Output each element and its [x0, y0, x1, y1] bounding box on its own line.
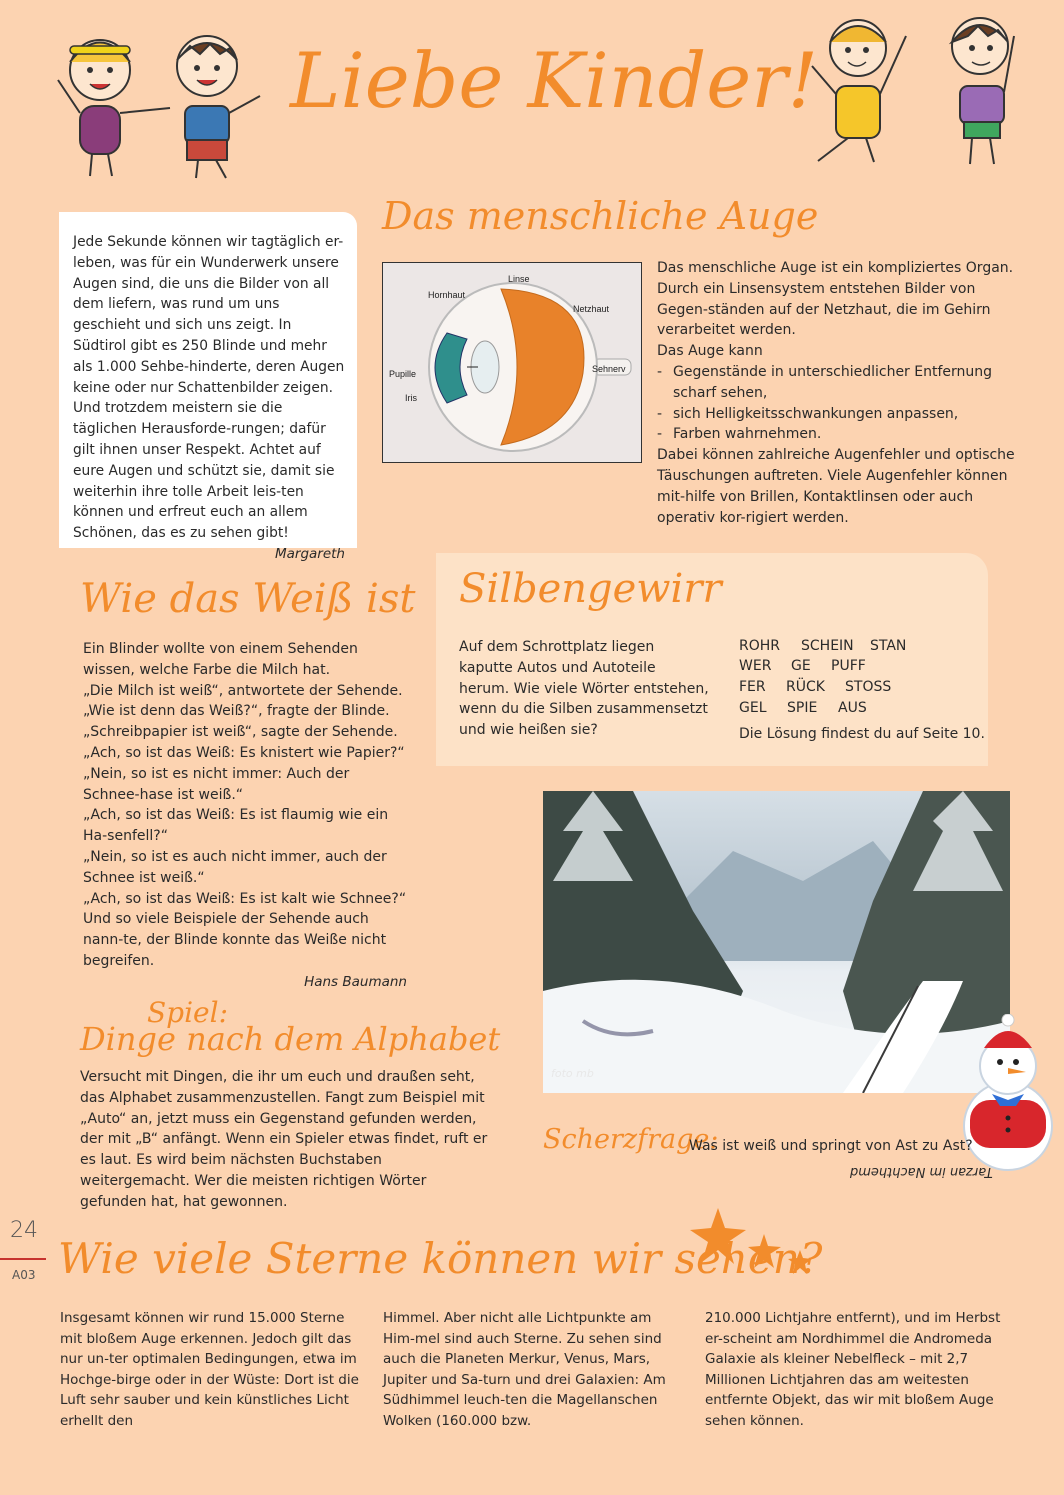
- photo-credit: foto mb: [551, 1067, 594, 1080]
- eye-paragraph-2: Das Auge kann: [657, 343, 763, 360]
- syllable-row: [739, 638, 906, 654]
- syllable-row: [739, 658, 866, 674]
- eye-bullet: - Farben wahrnehmen.: [657, 426, 822, 443]
- syllable: PUFF: [831, 658, 866, 674]
- white-section-title: Wie das Weiß ist: [80, 576, 416, 622]
- boy-purple-figure: [952, 18, 1014, 164]
- eye-bullet-list: [657, 362, 1027, 445]
- game-text: Versucht mit Dingen, die ihr um euch und draußen seht, das Alphabet zusammenzustellen. Fangt zum Beispiel mit „Auto“ an, jetzt muss ein Gegenstand gefunden werden, der mit „B“ anfängt. Wenn ein Spieler etwas findet, ruft er es laut. Es wird beim nächsten Buchstaben weitergemacht. Wer die meisten richtigen Wörter gefunden hat, hat gewonnen.: [80, 1069, 488, 1210]
- eye-section-title: Das menschliche Auge: [382, 194, 819, 238]
- intro-signature: Margareth: [274, 545, 345, 562]
- winter-photo-drawing: [543, 791, 1010, 1093]
- syllables-solution: Die Lösung findest du auf Seite 10.: [739, 726, 985, 742]
- eye-paragraph-1: Das menschliche Auge ist ein kompliziertes Organ. Durch ein Linsensystem entstehen Bilder von Gegen-ständen auf der Netzhaut, die im Gehirn verarbeitet werden.: [657, 260, 1014, 339]
- white-section-text: [83, 639, 407, 993]
- winter-landscape-photo: [543, 791, 1010, 1093]
- kids-illustration-right: [808, 6, 1040, 178]
- story-line: „Schreibpapier ist weiß“, sagte der Sehende.: [83, 724, 398, 741]
- label-hornhaut: Hornhaut: [428, 290, 466, 300]
- syllables-question: Auf dem Schrottplatz liegen kaputte Autos und Autoteile herum. Wie viele Wörter entstehen, wenn du die Silben zusammensetzt und wie heißen sie?: [459, 639, 709, 739]
- stars-section-title: Wie viele Sterne können wir sehen?: [58, 1234, 823, 1283]
- story-line: „Nein, so ist es nicht immer: Auch der Schnee-hase ist weiß.“: [83, 765, 350, 803]
- story-line: „Die Milch ist weiß“, antwortete der Sehende.: [83, 682, 403, 699]
- story-line: Und so viele Beispiele der Sehende auch nann-te, der Blinde konnte das Weiße nicht begreifen.: [83, 911, 387, 969]
- label-netzhaut: Netzhaut: [573, 304, 610, 314]
- label-linse: Linse: [508, 274, 530, 284]
- joke-answer: Tarzan im Nachthemd: [850, 1163, 993, 1179]
- syllable: GEL: [739, 700, 767, 716]
- page-code: A03: [12, 1268, 36, 1282]
- page-number-rule: [0, 1258, 46, 1260]
- intro-paragraph: Jede Sekunde können wir tagtäglich er-leben, was für ein Wunderwerk unsere Augen sind, die uns die Bilder von all dem liefern, was rund um uns geschieht und sich uns zeigt. In Südtirol gibt es 250 Blinde und mehr als 1.000 Sehbe-hinderte, deren Augen keine oder nur Schattenbilder zeigen. Und trotzdem meistern sie die täglichen Herausforde-rungen; dafür gilt ihnen unser Respekt. Achtet auf eure Augen und schützt sie, damit sie weiterhin ihre tolle Arbeit leis-ten können und erfreut euch an allem Schönen, das es zu sehen gibt!: [73, 234, 345, 542]
- eye-bullet: - Gegenstände in unterschiedlicher Entfernung scharf sehen,: [657, 363, 993, 401]
- syllable: STAN: [870, 638, 907, 654]
- story-line: „Ach, so ist das Weiß: Es knistert wie Papier?“: [83, 744, 405, 761]
- eye-diagram-drawing: [383, 263, 642, 463]
- girl-yellow-figure: [812, 20, 906, 162]
- syllable: FER: [739, 679, 766, 695]
- stars-column-1: Insgesamt können wir rund 15.000 Sterne mit bloßem Auge erkennen. Jedoch gilt das nur un-ter optimalen Bedingungen, etwa im Hochge-birge oder in der Wüste: Dort ist die Luft sehr sauber und kein künstliches Licht erhellt den: [60, 1310, 359, 1429]
- label-sehnerv: Sehnerv: [592, 364, 626, 374]
- boy-figure: [177, 36, 260, 178]
- syllable-row: [739, 679, 891, 695]
- eye-diagram: [382, 262, 642, 463]
- girl-figure: [58, 40, 170, 176]
- syllable: SCHEIN: [801, 638, 854, 654]
- stars-column-2: Himmel. Aber nicht alle Lichtpunkte am Him-mel sind auch Sterne. Zu sehen sind auch die Planeten Merkur, Venus, Mars, Jupiter und Sa-turn und drei Galaxien: Am Südhimmel leuch-ten die Magellanschen Wolken (160.000 bzw.: [383, 1310, 666, 1429]
- syllable: AUS: [838, 700, 867, 716]
- kids-illustration-left: [50, 18, 275, 188]
- syllable: GE: [791, 658, 811, 674]
- joke-label: Scherzfrage:: [543, 1124, 719, 1155]
- story-line: „Ach, so ist das Weiß: Es ist kalt wie Schnee?“: [83, 890, 407, 907]
- story-line: „Wie ist denn das Weiß?“, fragte der Blinde.: [83, 703, 390, 720]
- eye-paragraph-3: Dabei können zahlreiche Augenfehler und optische Täuschungen auftreten. Viele Augenfehler können mit-hilfe von Brillen, Kontaktlinsen oder auch operativ kor-rigiert werden.: [657, 447, 1015, 526]
- page-number: 24: [10, 1218, 38, 1243]
- syllable: STOSS: [845, 679, 892, 695]
- stars-column-3: 210.000 Lichtjahre entfernt), und im Herbst er-scheint am Nordhimmel die Andromeda Galaxie als kleiner Nebelfleck – mit 2,7 Millionen Lichtjahren das am weitesten entfernte Objekt, das wir mit bloßem Auge sehen können.: [705, 1310, 1001, 1429]
- story-line: „Ach, so ist das Weiß: Es ist flaumig wie ein Ha-senfell?“: [83, 807, 389, 845]
- page-title: Liebe Kinder!: [290, 36, 819, 125]
- story-line: Ein Blinder wollte von einem Sehenden wissen, welche Farbe die Milch hat.: [83, 641, 358, 678]
- syllable: ROHR: [739, 638, 781, 654]
- syllable: WER: [739, 658, 772, 674]
- eye-section-text: [657, 258, 1027, 528]
- game-title-small: Spiel:: [147, 996, 229, 1029]
- story-signature: Hans Baumann: [304, 973, 407, 990]
- intro-text: [73, 232, 345, 565]
- story-line: „Nein, so ist es auch nicht immer, auch der Schnee ist weiß.“: [83, 848, 387, 886]
- syllable: RÜCK: [786, 679, 825, 695]
- joke-question: Was ist weiß und springt von Ast zu Ast?: [689, 1138, 973, 1154]
- game-title: Dinge nach dem Alphabet: [80, 1020, 501, 1058]
- syllable: SPIE: [787, 700, 818, 716]
- eye-bullet: - sich Helligkeitsschwankungen anpassen,: [657, 405, 959, 422]
- syllables-title: Silbengewirr: [459, 566, 722, 612]
- label-pupille: Pupille: [389, 369, 417, 379]
- syllable-row: [739, 700, 867, 716]
- label-iris: Iris: [405, 393, 417, 403]
